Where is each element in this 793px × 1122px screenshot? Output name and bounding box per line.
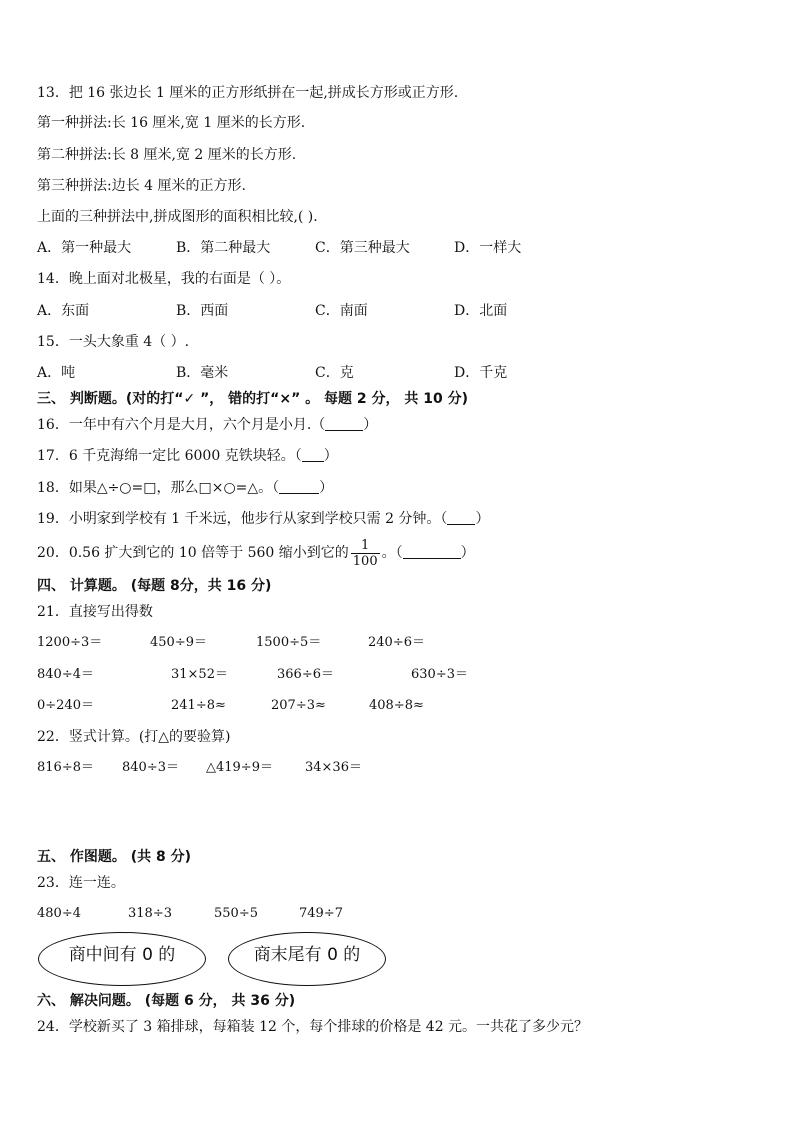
oval-end-zero-label: 商末尾有 0 的 [253, 944, 361, 965]
q20-fraction-denominator: 100 [352, 553, 378, 569]
oval-middle-zero[interactable] [38, 932, 206, 986]
q20-text-end: 。（ [381, 545, 403, 561]
vertical-calc-item: 816÷8＝ [37, 760, 94, 775]
q14-stem: 14．晚上面对北极星，我的右面是（ ）。 [37, 271, 291, 287]
q19-close-paren: ） [475, 511, 490, 527]
calc-item: 0÷240＝ [37, 698, 94, 713]
calc-item: 240÷6＝ [368, 635, 425, 650]
q20-answer-blank[interactable] [403, 544, 461, 559]
q18-line [37, 479, 333, 497]
calc-item: 840÷4＝ [37, 667, 94, 682]
calc-item: 31×52＝ [171, 667, 228, 682]
calc-item: 1500÷5＝ [256, 635, 322, 650]
q15-option-a[interactable]: A．吨 [37, 365, 76, 381]
q15-stem: 15．一头大象重 4（ ）. [37, 334, 190, 350]
vertical-calc-item: △419÷9＝ [206, 760, 273, 775]
q13-method-2: 第二种拼法:长 8 厘米,宽 2 厘米的长方形. [37, 147, 297, 163]
q14-option-d[interactable]: D．北面 [454, 303, 508, 319]
calc-item: 408÷8≈ [369, 698, 424, 713]
q20-close-paren: ） [460, 545, 475, 561]
q24-stem: 24．学校新买了 3 箱排球，每箱装 12 个，每个排球的价格是 42 元。一共花了多少元？ [37, 1019, 589, 1035]
q15-option-c[interactable]: C．克 [315, 365, 354, 381]
q16-answer-blank[interactable] [325, 416, 363, 431]
q20-fraction [351, 538, 380, 569]
q20-fraction-numerator: 1 [351, 538, 380, 554]
q14-option-c[interactable]: C．南面 [315, 303, 368, 319]
q14-option-b[interactable]: B．西面 [176, 303, 229, 319]
q15-option-d[interactable]: D．千克 [454, 365, 508, 381]
calc-item: 241÷8≈ [171, 698, 226, 713]
oval-middle-zero-label: 商中间有 0 的 [68, 944, 176, 965]
q20-line [37, 536, 475, 570]
q13-method-3: 第三种拼法:边长 4 厘米的正方形. [37, 178, 246, 194]
q23-title: 23．连一连。 [37, 875, 125, 891]
section-5-heading: 五、 作图题。 (共 8 分) [37, 849, 192, 865]
q16-close-paren: ） [363, 417, 378, 433]
section-3-heading: 三、 判断题。(对的打“✓ ”， 错的打“×” 。 每题 2 分， 共 10 分) [37, 391, 469, 407]
q18-answer-blank[interactable] [279, 479, 319, 494]
calc-item: 630÷3＝ [411, 667, 468, 682]
calc-item: 450÷9＝ [150, 635, 207, 650]
q19-text: 19．小明家到学校有 1 千米远，他步行从家到学校只需 2 分钟。（ [37, 511, 448, 527]
q13-option-a[interactable]: A．第一种最大 [37, 240, 132, 256]
calc-item: 207÷3≈ [271, 698, 326, 713]
section-4-heading: 四、 计算题。 (每题 8分，共 16 分) [37, 578, 272, 594]
q20-text: 20．0.56 扩大到它的 10 倍等于 560 缩小到它的 [37, 545, 349, 561]
match-item[interactable]: 480÷4 [37, 906, 81, 921]
q14-option-a[interactable]: A．东面 [37, 303, 90, 319]
q13-method-1: 第一种拼法:长 16 厘米,宽 1 厘米的长方形. [37, 115, 306, 131]
q19-answer-blank[interactable] [447, 510, 475, 525]
oval-end-zero[interactable] [228, 932, 386, 986]
q13-option-b[interactable]: B．第二种最大 [176, 240, 271, 256]
section-6-heading: 六、 解决问题。 (每题 6 分， 共 36 分) [37, 993, 296, 1009]
vertical-calc-item: 840÷3＝ [122, 760, 179, 775]
q17-line [37, 447, 338, 465]
q21-title: 21．直接写出得数 [37, 604, 153, 620]
vertical-calc-item: 34×36＝ [305, 760, 362, 775]
q13-option-d[interactable]: D．一样大 [454, 240, 522, 256]
match-item[interactable]: 318÷3 [128, 906, 172, 921]
q13-question: 上面的三种拼法中,拼成图形的面积相比较,( ). [37, 209, 318, 225]
q15-option-b[interactable]: B．毫米 [176, 365, 229, 381]
q18-close-paren: ） [319, 480, 334, 496]
calc-item: 366÷6＝ [277, 667, 334, 682]
q19-line [37, 510, 489, 528]
q13-option-c[interactable]: C．第三种最大 [315, 240, 410, 256]
calc-item: 1200÷3＝ [37, 635, 103, 650]
q13-stem: 13．把 16 张边长 1 厘米的正方形纸拼在一起,拼成长方形或正方形. [37, 85, 459, 101]
q17-close-paren: ） [323, 448, 338, 464]
match-item[interactable]: 749÷7 [299, 906, 343, 921]
q17-text: 17．6 千克海绵一定比 6000 克铁块轻。（ [37, 448, 302, 464]
q16-line [37, 416, 377, 434]
q22-title: 22．竖式计算。(打△的要验算) [37, 729, 231, 745]
match-item[interactable]: 550÷5 [214, 906, 258, 921]
q18-text: 18．如果△÷○=□，那么□×○=△。（ [37, 480, 280, 496]
q16-text: 16．一年中有六个月是大月，六个月是小月.（ [37, 417, 326, 433]
q17-answer-blank[interactable] [302, 447, 324, 462]
